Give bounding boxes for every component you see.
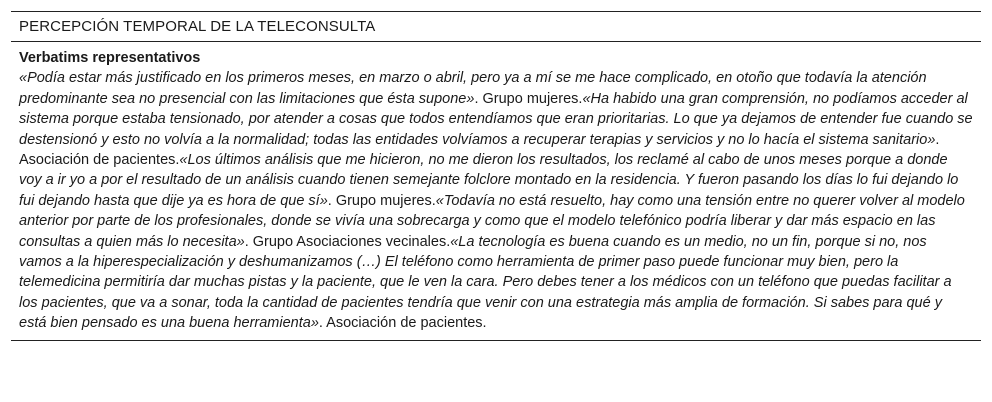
verbatim-source: . Asociación de pacientes. xyxy=(318,315,487,332)
subheading: Verbatims representativos xyxy=(19,50,201,66)
verbatims-table xyxy=(11,11,981,341)
verbatim-source: . Asociación de pacientes. xyxy=(19,131,940,169)
table-header: PERCEPCIÓN TEMPORAL DE LA TELECONSULTA xyxy=(11,12,981,42)
verbatim-quote: «Ha habido una gran comprensión, no podíamos acceder al sistema porque estaba tensionado, por atender a cosas que todos entendíamos que eran prioritarias. Lo que ya dejamos de entender fue cuando se destensionó y esto no volvía a la normalidad; todas las entidades volvíamos a recuperar terapias y servicios y no lo hacía el sistema sanitario» xyxy=(19,90,973,148)
verbatim-source: . Grupo mujeres. xyxy=(474,90,583,107)
verbatim-quote: «Los últimos análisis que me hicieron, no me dieron los resultados, los reclamé al cabo de unos meses porque a donde voy a ir yo a por el resultado de un análisis cuando tienen semejante folclore montado en la residencia. Y fueron pasando los días lo fui dejando lo fui dejando hasta que dije ya es hora de que sí» xyxy=(19,152,959,209)
verbatim-source: . Grupo mujeres. xyxy=(327,192,436,209)
table-body-cell xyxy=(11,42,981,340)
verbatim-quote: «Todavía no está resuelto, hay como una tensión entre no querer volver al modelo anterior por parte de los profesionales, donde se vivía una sobrecarga y como que el modelo telefónico podría liberar y dar más espacio en las consultas a quien más lo necesita» xyxy=(19,192,965,250)
verbatim-source: . Grupo Asociaciones vecinales. xyxy=(244,233,451,250)
verbatim-quote: «Podía estar más justificado en los primeros meses, en marzo o abril, pero ya a mí se me hace complicado, en otoño que todavía la atención predominante sea no presencial con las limitaciones que ésta supone» xyxy=(19,70,927,107)
verbatim-quote: «La tecnología es buena cuando es un medio, no un fin, porque si no, nos vamos a la hiperespecialización y deshumanizamos (…) El teléfono como herramienta de primer paso puede funcionar muy bien, pero la telemedicina permitiría dar muchas pistas y la paciente, que le ven la cara. Pero debes tener a los médicos con un teléfono que puedas facilitar a los pacientes, que va a sonar, toda la cantidad de pacientes tendría que venir con una estrategia más amplia de formación. Si sabes para qué y está bien pensado es una buena herramienta» xyxy=(19,233,952,332)
